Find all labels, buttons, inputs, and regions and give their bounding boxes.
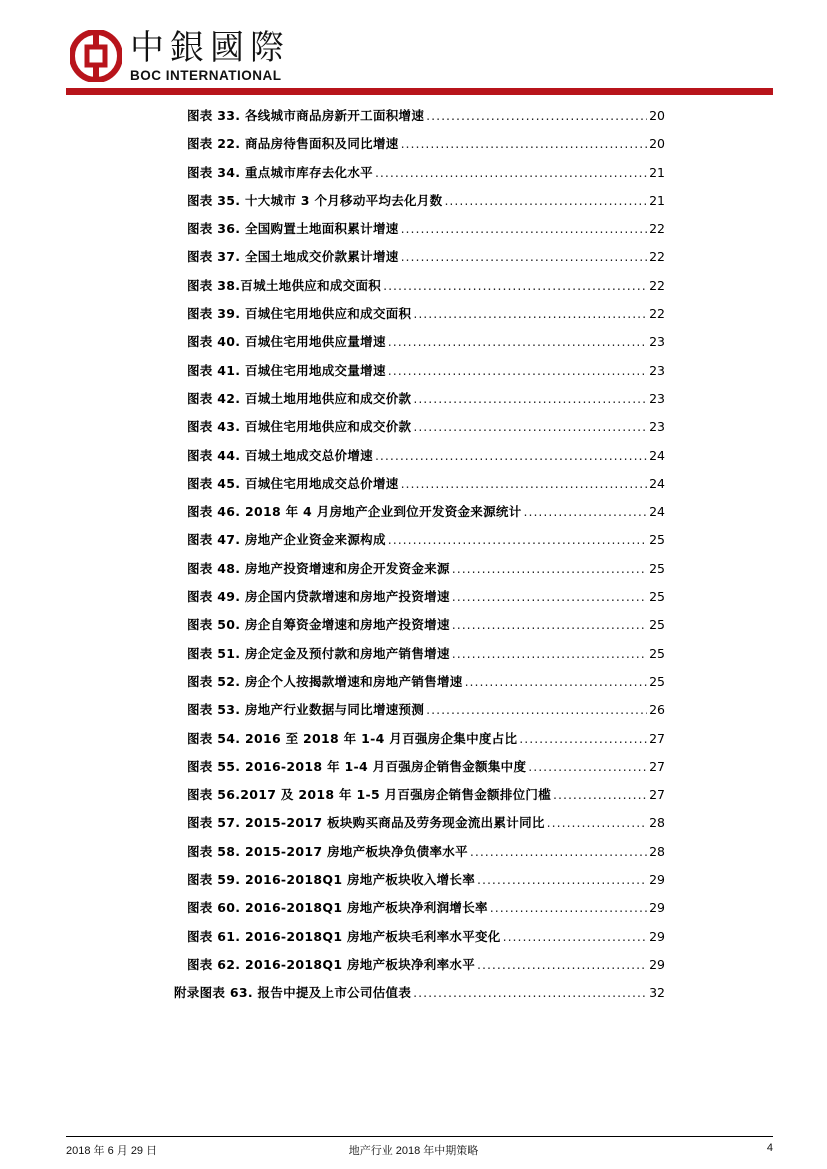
toc-dot-leader: [519, 725, 647, 753]
toc-entry-title: 图表 54. 2016 至 2018 年 1-4 月百强房企集中度占比: [187, 730, 518, 746]
toc-entry-title: 图表 35. 十大城市 3 个月移动平均去化月数: [187, 192, 443, 208]
toc-entry[interactable]: [187, 130, 665, 158]
toc-dot-leader: [477, 951, 647, 979]
toc-entry[interactable]: [187, 102, 665, 130]
header-divider: [66, 88, 773, 95]
toc-entry-page: 23: [649, 390, 665, 406]
toc-entry-page: 29: [649, 900, 665, 916]
footer-divider: [66, 1136, 773, 1137]
toc-dot-leader: [452, 583, 647, 611]
toc-dot-leader: [375, 159, 647, 187]
toc-entry-page: 27: [649, 758, 665, 774]
brand-name-chinese: 中銀國際: [130, 28, 290, 68]
toc-entry-title: 图表 41. 百城住宅用地成交量增速: [187, 362, 386, 378]
toc-dot-leader: [553, 781, 647, 809]
boc-coin-logo-icon: [70, 30, 122, 82]
toc-dot-leader: [477, 866, 647, 894]
footer-report-title: 地产行业 2018 年中期策略: [348, 1145, 479, 1157]
toc-entry-title: 图表 45. 百城住宅用地成交总价增速: [187, 475, 399, 491]
toc-dot-leader: [465, 668, 648, 696]
toc-dot-leader: [452, 611, 647, 639]
toc-dot-leader: [426, 696, 647, 724]
toc-dot-leader: [426, 102, 647, 130]
toc-entry-title: 附录图表 63. 报告中提及上市公司估值表: [174, 985, 412, 1001]
toc-entry-title: 图表 33. 各线城市商品房新开工面积增速: [187, 108, 425, 123]
page-header: [0, 0, 827, 100]
toc-entry-page: 21: [649, 192, 665, 208]
toc-entry-title: 图表 52. 房企个人按揭款增速和房地产销售增速: [187, 673, 463, 689]
toc-entry-title: 图表 60. 2016-2018Q1 房地产板块净利润增长率: [187, 900, 488, 916]
toc-dot-leader: [452, 555, 647, 583]
toc-entry-title: 图表 51. 房企定金及预付款和房地产销售增速: [187, 645, 450, 661]
toc-dot-leader: [470, 838, 647, 866]
toc-entry[interactable]: [187, 328, 665, 356]
toc-entry-page: 27: [649, 730, 665, 746]
toc-entry[interactable]: [174, 979, 665, 1007]
toc-entry[interactable]: [187, 809, 665, 837]
toc-entry[interactable]: [187, 498, 665, 526]
toc-entry-page: 29: [649, 928, 665, 944]
toc-dot-leader: [413, 385, 647, 413]
toc-entry-title: 图表 59. 2016-2018Q1 房地产板块收入增长率: [187, 872, 475, 888]
toc-dot-leader: [388, 328, 647, 356]
footer-page-number: 4: [766, 1142, 773, 1154]
toc-entry-page: 21: [649, 164, 665, 180]
toc-entry-page: 25: [649, 589, 665, 605]
toc-entry-title: 图表 42. 百城土地用地供应和成交价款: [187, 390, 412, 406]
toc-entry-page: 24: [649, 475, 665, 491]
toc-entry-title: 图表 44. 百城土地成交总价增速: [187, 447, 373, 463]
toc-entry[interactable]: [187, 413, 665, 441]
toc-entry[interactable]: [187, 866, 665, 894]
toc-entry[interactable]: [187, 357, 665, 385]
toc-entry-page: 24: [649, 447, 665, 463]
toc-entry-title: 图表 37. 全国土地成交价款累计增速: [187, 249, 399, 265]
toc-entry-title: 图表 61. 2016-2018Q1 房地产板块毛利率水平变化: [187, 928, 501, 944]
toc-entry-title: 图表 49. 房企国内贷款增速和房地产投资增速: [187, 589, 450, 605]
toc-entry-title: 图表 39. 百城住宅用地供应和成交面积: [187, 306, 412, 322]
toc-entry[interactable]: [187, 923, 665, 951]
toc-entry-page: 29: [649, 872, 665, 888]
toc-entry[interactable]: [187, 159, 665, 187]
toc-entry[interactable]: [187, 696, 665, 724]
toc-entry[interactable]: [187, 781, 665, 809]
toc-entry-title: 图表 58. 2015-2017 房地产板块净负债率水平: [187, 843, 468, 859]
toc-dot-leader: [413, 413, 647, 441]
toc-entry-page: 25: [649, 645, 665, 661]
toc-dot-leader: [528, 753, 647, 781]
toc-entry[interactable]: [187, 555, 665, 583]
toc-entry-page: 22: [649, 221, 665, 237]
toc-entry-page: 23: [649, 419, 665, 435]
toc-dot-leader: [388, 357, 647, 385]
toc-entry-title: 图表 47. 房地产企业资金来源构成: [187, 532, 386, 548]
toc-entry[interactable]: [187, 611, 665, 639]
table-of-figures: [174, 102, 665, 1008]
toc-entry[interactable]: [187, 470, 665, 498]
toc-entry[interactable]: [187, 640, 665, 668]
toc-entry-title: 图表 55. 2016-2018 年 1-4 月百强房企销售金额集中度: [187, 758, 527, 774]
toc-entry-title: 图表 56.2017 及 2018 年 1-5 月百强房企销售金额排位门槛: [187, 787, 552, 803]
toc-entry-title: 图表 34. 重点城市库存去化水平: [187, 164, 373, 180]
toc-entry-title: 图表 43. 百城住宅用地供应和成交价款: [187, 419, 412, 435]
toc-dot-leader: [388, 526, 647, 554]
toc-entry-page: 24: [649, 504, 665, 520]
toc-entry[interactable]: [187, 753, 665, 781]
toc-entry[interactable]: [187, 583, 665, 611]
toc-dot-leader: [413, 979, 647, 1007]
toc-entry[interactable]: [187, 668, 665, 696]
toc-entry-page: 25: [649, 617, 665, 633]
toc-entry[interactable]: [187, 725, 665, 753]
toc-entry-page: 28: [649, 815, 665, 831]
toc-entry-page: 25: [649, 673, 665, 689]
toc-entry-page: 23: [649, 362, 665, 378]
footer-date: 2018 年 6 月 29 日: [66, 1145, 158, 1157]
toc-dot-leader: [413, 300, 647, 328]
toc-dot-leader: [375, 442, 647, 470]
toc-entry[interactable]: [187, 272, 665, 300]
toc-dot-leader: [524, 498, 648, 526]
toc-dot-leader: [401, 243, 648, 271]
toc-entry[interactable]: [187, 215, 665, 243]
toc-entry-page: 20: [649, 136, 665, 152]
toc-entry[interactable]: [187, 300, 665, 328]
toc-entry-page: 29: [649, 956, 665, 972]
toc-entry-page: 28: [649, 843, 665, 859]
toc-dot-leader: [503, 923, 648, 951]
toc-entry-title: 图表 36. 全国购置土地面积累计增速: [187, 221, 399, 237]
toc-entry-page: 32: [649, 985, 665, 1001]
toc-entry-title: 图表 46. 2018 年 4 月房地产企业到位开发资金来源统计: [187, 504, 522, 520]
toc-entry[interactable]: [187, 838, 665, 866]
toc-dot-leader: [401, 130, 648, 158]
toc-entry-page: 22: [649, 249, 665, 265]
toc-dot-leader: [490, 894, 647, 922]
toc-entry-title: 图表 40. 百城住宅用地供应量增速: [187, 334, 386, 350]
toc-entry-page: 22: [649, 306, 665, 322]
toc-dot-leader: [452, 640, 647, 668]
toc-entry-page: 26: [649, 702, 665, 718]
toc-dot-leader: [547, 809, 647, 837]
toc-entry[interactable]: [187, 187, 665, 215]
toc-entry-page: 27: [649, 787, 665, 803]
toc-entry-title: 图表 53. 房地产行业数据与同比增速预测: [187, 702, 425, 718]
toc-entry-title: 图表 48. 房地产投资增速和房企开发资金来源: [187, 560, 450, 576]
toc-entry-page: 20: [649, 108, 665, 123]
toc-dot-leader: [383, 272, 647, 300]
toc-entry-title: 图表 22. 商品房待售面积及同比增速: [187, 136, 399, 152]
toc-entry-page: 22: [649, 277, 665, 293]
toc-entry-title: 图表 62. 2016-2018Q1 房地产板块净利率水平: [187, 956, 475, 972]
toc-entry[interactable]: [187, 243, 665, 271]
toc-entry-title: 图表 50. 房企自筹资金增速和房地产投资增速: [187, 617, 450, 633]
toc-dot-leader: [401, 215, 648, 243]
toc-entry-page: 23: [649, 334, 665, 350]
toc-dot-leader: [444, 187, 647, 215]
toc-entry[interactable]: [187, 894, 665, 922]
toc-entry-page: 25: [649, 560, 665, 576]
toc-entry[interactable]: [187, 442, 665, 470]
toc-entry-page: 25: [649, 532, 665, 548]
toc-dot-leader: [401, 470, 648, 498]
toc-entry[interactable]: [187, 951, 665, 979]
toc-entry-title: 图表 38.百城土地供应和成交面积: [187, 277, 382, 293]
toc-entry-title: 图表 57. 2015-2017 板块购买商品及劳务现金流出累计同比: [187, 815, 545, 831]
brand-name-english: BOC INTERNATIONAL: [130, 68, 282, 83]
toc-entry[interactable]: [187, 385, 665, 413]
toc-entry[interactable]: [187, 526, 665, 554]
